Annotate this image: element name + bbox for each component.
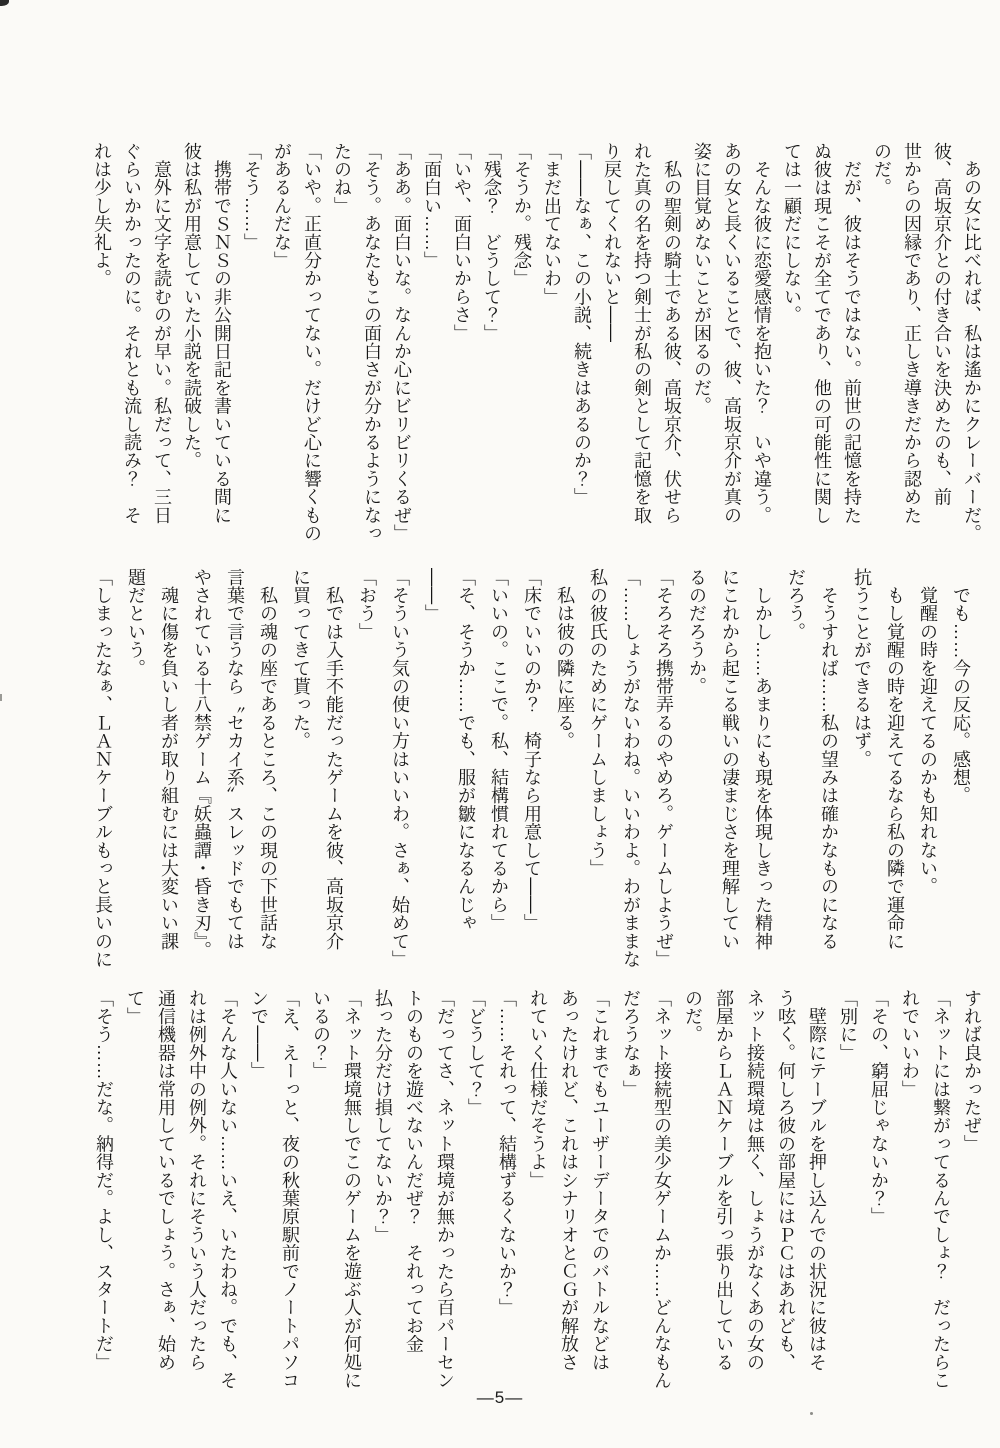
text-line: 壁際にテーブルを押し込んでの状況に彼はそ <box>807 989 827 1372</box>
text-line: 部屋からＬＡＮケーブルを引っ張り出している <box>714 989 734 1372</box>
text-line: 「その、窮屈じゃないか？」 <box>869 989 889 1226</box>
text-line: 「そうか。残念」 <box>512 142 532 288</box>
text-line: 「しまったなぁ、ＬＡＮケーブルもっと長いのに <box>93 568 113 969</box>
text-line: 私は彼の隣に座る。 <box>555 568 575 750</box>
text-line: れは例外中の例外。それにそういう人だったら <box>187 989 207 1372</box>
text-line: 抗うことができるはず。 <box>852 568 872 769</box>
text-line: れは少し失礼よ。 <box>92 142 112 288</box>
text-line: 私の彼氏のためにゲームしましょう」 <box>588 568 608 878</box>
page-number: ―5― <box>476 1388 524 1407</box>
text-line: 「ああ。面白いな。なんか心にビリビリくるぜ」 <box>392 142 412 543</box>
text-line: ——」 <box>423 568 443 623</box>
text-line: やされている十八禁ゲーム『妖蟲譚・昏き刃』。 <box>192 568 212 960</box>
text-line: 「残念？ どうして？」 <box>482 142 502 343</box>
text-line: 「どうして？」 <box>466 989 486 1117</box>
text-line: 「面白い……」 <box>422 142 442 270</box>
text-line: 「そんな人いない……いえ、いたわね。でも、そ <box>218 989 238 1390</box>
scan-artifact-edge <box>0 694 2 701</box>
text-line: 「ネットには繋がってるんでしょ？ だったらこ <box>931 989 951 1390</box>
text-line: だろう。 <box>786 568 806 641</box>
text-line: そうすれば……私の望みは確かなものになる <box>819 568 839 951</box>
text-line: れでいいわ」 <box>900 989 920 1099</box>
text-line: だろうなぁ」 <box>621 989 641 1099</box>
text-line: 意外に文字を読むのが早い。私だって、三日 <box>152 142 172 525</box>
text-line: 私の魂の座であるところ、この現の下世話な <box>258 568 278 951</box>
text-line: 携帯でＳＮＳの非公開日記を書いている間に <box>212 142 232 525</box>
text-line: 世からの因縁であり、正しき導きだから認めた <box>902 142 922 525</box>
text-line: 「……しょうがないわね。いいわよ。わがままな <box>621 568 641 969</box>
text-line: トのものを遊べないんだぜ？ それってお金 <box>404 989 424 1353</box>
text-line: すれば良かったぜ」 <box>962 989 982 1153</box>
text-line: 私では入手不能だったゲームを彼、高坂京介 <box>324 568 344 951</box>
text-line: るのだろうか。 <box>687 568 707 696</box>
text-line: 「——なぁ、この小説、続きはあるのか？」 <box>572 142 592 506</box>
text-line: 「これまでもユーザーデータでのバトルなどは <box>590 989 610 1372</box>
text-line: そんな彼に恋愛感情を抱いた？ いや違う。 <box>752 142 772 525</box>
text-line: 「だってさ、ネット環境が無かったら百パーセン <box>435 989 455 1390</box>
text-line: 「そう。あなたもこの面白さが分かるようになっ <box>362 142 382 543</box>
text-line: に買ってきて貰った。 <box>291 568 311 750</box>
text-line: があるんだな」 <box>272 142 292 270</box>
text-line: のだ。 <box>872 142 892 197</box>
text-line: て」 <box>125 989 145 1026</box>
text-line: にこれから起こる戦いの凄まじさを理解してい <box>720 568 740 951</box>
text-line: あの女と長くいることで、彼、高坂京介が真の <box>722 142 742 525</box>
text-line: 「まだ出てないわ」 <box>542 142 562 306</box>
text-line: 題だという。 <box>126 568 146 678</box>
text-line: 「ネット接続型の美少女ゲームか……どんなもん <box>652 989 672 1390</box>
text-line: れた真の名を持つ剣士が私の剣として記憶を取 <box>632 142 652 525</box>
text-block-2 <box>86 568 977 972</box>
text-line: ぐらいかかったのに。それとも流し読み？ そ <box>122 142 142 525</box>
text-line: 彼は私が用意していた小説を読破した。 <box>182 142 202 470</box>
text-line: ては一顧だにしない。 <box>782 142 802 324</box>
text-block-3 <box>88 989 987 1401</box>
text-line: いるの？」 <box>311 989 331 1080</box>
text-line: でも……今の反応。感想。 <box>951 568 971 805</box>
text-line: 言葉で言うなら〝セカイ系〟スレッドでもては <box>225 568 245 951</box>
text-line: 「そういう気の使い方はいいわ。さぁ、始めて」 <box>390 568 410 969</box>
text-line: 「ネット環境無しでこのゲームを遊ぶ人が何処に <box>342 989 362 1390</box>
text-line: 姿に目覚めないことが困るのだ。 <box>692 142 712 415</box>
text-line: ネット接続環境は無く、しょうがなくあの女の <box>745 989 765 1372</box>
text-line: 「そう……」 <box>242 142 262 252</box>
text-line: り戻してくれないと—— <box>602 142 622 343</box>
text-line: 「いいの。ここで。私、結構慣れてるから」 <box>489 568 509 932</box>
text-line: たのね」 <box>332 142 352 215</box>
scan-artifact-dot <box>810 1412 813 1415</box>
text-line: のだ。 <box>683 989 703 1044</box>
text-line: 覚醒の時を迎えてるのかも知れない。 <box>918 568 938 896</box>
text-line: しかし……あまりにも現を体現しきった精神 <box>753 568 773 951</box>
text-line: れていく仕様だそうよ」 <box>528 989 548 1190</box>
text-line: 「いや。正直分かってない。だけど心に響くもの <box>302 142 322 543</box>
text-line: 私の聖剣の騎士である彼、高坂京介、伏せら <box>662 142 682 525</box>
scan-artifact-corner <box>0 0 9 6</box>
text-line: う呟く。何しろ彼の部屋にはＰＣはあれども、 <box>776 989 796 1372</box>
text-line: 彼、高坂京介との付き合いを決めたのも、前 <box>932 142 952 506</box>
text-line: 「……それって、結構ずるくないか？」 <box>497 989 517 1317</box>
text-block-1 <box>87 142 987 554</box>
text-line: 「いや、面白いからさ」 <box>452 142 472 343</box>
text-line: 「え、えーっと、夜の秋葉原駅前でノートパソコ <box>280 989 300 1390</box>
text-line: ぬ彼は現こそが全てであり、他の可能性に関し <box>812 142 832 525</box>
text-line: 「そろそろ携帯弄るのやめろ。ゲームしようぜ」 <box>654 568 674 969</box>
text-line: 払った分だけ損してないか？」 <box>373 989 393 1244</box>
text-line: 魂に傷を負いし者が取り組むには大変いい課 <box>159 568 179 951</box>
text-line: ンで——」 <box>249 989 269 1080</box>
text-line: 「別に」 <box>838 989 858 1062</box>
text-line: 「おう」 <box>357 568 377 641</box>
text-line: もし覚醒の時を迎えてるなら私の隣で運命に <box>885 568 905 951</box>
text-line: 「そ、そうか……でも、服が皺になるんじゃ <box>456 568 476 932</box>
text-line: 通信機器は常用しているでしょう。さぁ、始め <box>156 989 176 1372</box>
text-line: あの女に比べれば、私は遙かにクレーバーだ。 <box>962 142 982 543</box>
text-line: 「床でいいのか？ 椅子なら用意して——」 <box>522 568 542 932</box>
text-line: あったけれど、これはシナリオとＣＧが解放さ <box>559 989 579 1372</box>
text-line: だが、彼はそうではない。前世の記憶を持た <box>842 142 862 525</box>
text-line: 「そう……だな。納得だ。よし、スタートだ」 <box>94 989 114 1372</box>
